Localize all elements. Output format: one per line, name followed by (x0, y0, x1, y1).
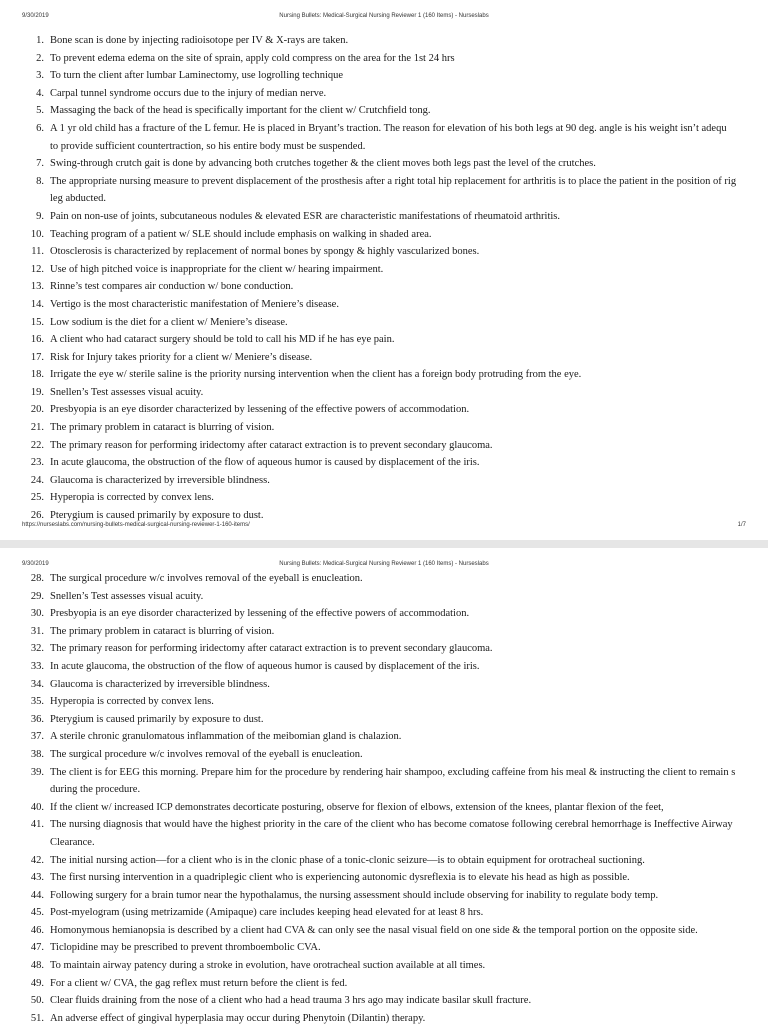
list-item (22, 939, 744, 957)
item-text: Massaging the back of the head is specifically important for the client w/ Crutchfield tong. (50, 105, 431, 117)
item-number: 36. (30, 713, 44, 725)
list-item (22, 155, 744, 173)
list-item (22, 243, 744, 261)
print-date: 9/30/2019 (22, 561, 49, 567)
item-text: In acute glaucoma, the obstruction of the flow of aqueous humor is caused by displacement of the iris. (50, 660, 480, 672)
item-number: 14. (30, 298, 44, 310)
list-item (22, 605, 744, 623)
page-header (0, 10, 768, 22)
list-item (22, 85, 744, 103)
list-item (22, 764, 744, 799)
list-item (22, 120, 744, 155)
list-item (22, 314, 744, 332)
item-text: The primary problem in cataract is blurring of vision. (50, 625, 275, 637)
item-number: 26. (30, 510, 44, 522)
list-item (22, 261, 744, 279)
item-text: Swing-through crutch gait is done by advancing both crutches together & the client moves both legs past the level of the crutches. (50, 158, 596, 170)
item-text: Pterygium is caused primarily by exposure to dust. (50, 510, 264, 522)
item-text: The client is for EEG this morning. Prepare him for the procedure by rendering hair shampoo, excluding caffeine from his meal & instructing the client to remain s (50, 766, 736, 778)
list-item (22, 570, 744, 588)
item-number: 40. (30, 801, 44, 813)
item-text: Glaucoma is characterized by irreversible blindness. (50, 678, 270, 690)
item-text: An adverse effect of gingival hyperplasia may occur during Phenytoin (Dilantin) therapy. (50, 1012, 426, 1024)
item-number: 31. (30, 625, 44, 637)
item-number: 5. (36, 105, 44, 117)
item-number: 12. (30, 263, 44, 275)
list-item (22, 278, 744, 296)
list-item (22, 173, 744, 208)
item-text: Following surgery for a brain tumor near the hypothalamus, the nursing assessment should include observing for inability to regulate body temp. (50, 889, 659, 901)
item-number: 30. (30, 608, 44, 620)
item-number: 17. (30, 351, 44, 363)
item-text: Pterygium is caused primarily by exposure to dust. (50, 713, 264, 725)
item-text: A 1 yr old child has a fracture of the L femur. He is placed in Bryant’s traction. The reason for elevation of his both legs at 90 deg. angle is his weight isn’t adequ (50, 122, 727, 134)
item-text: A client who had cataract surgery should be told to call his MD if he has eye pain. (50, 334, 395, 346)
item-text: Snellen’s Test assesses visual acuity. (50, 590, 204, 602)
page-separator (0, 540, 768, 548)
item-text-continued: Clearance. (50, 836, 95, 848)
list-item (22, 711, 744, 729)
list-item (22, 869, 744, 887)
item-number: 2. (36, 52, 44, 64)
list-item (22, 102, 744, 120)
item-text: The appropriate nursing measure to prevent displacement of the prosthesis after a right total hip replacement for arthritis is to place the patient in the position of rig (50, 175, 737, 187)
item-number: 50. (30, 995, 44, 1007)
item-text: A sterile chronic granulomatous inflammation of the meibomian gland is chalazion. (50, 731, 402, 743)
item-text: For a client w/ CVA, the gag reflex must return before the client is fed. (50, 977, 348, 989)
bullet-list (22, 32, 744, 525)
list-item (22, 50, 744, 68)
item-number: 45. (30, 907, 44, 919)
item-text-continued: during the procedure. (50, 784, 141, 796)
item-number: 51. (30, 1012, 44, 1024)
list-item (22, 331, 744, 349)
list-item (22, 366, 744, 384)
item-number: 9. (36, 210, 44, 222)
item-number: 39. (30, 766, 44, 778)
list-item (22, 992, 744, 1010)
list-item (22, 226, 744, 244)
item-number: 34. (30, 678, 44, 690)
item-text: Hyperopia is corrected by convex lens. (50, 492, 214, 504)
list-item (22, 676, 744, 694)
list-item (22, 67, 744, 85)
item-text: Hyperopia is corrected by convex lens. (50, 696, 214, 708)
list-item (22, 623, 744, 641)
item-text: Pain on non-use of joints, subcutaneous nodules & elevated ESR are characteristic manifestations of rheumatoid arthritis. (50, 210, 560, 222)
item-number: 16. (30, 334, 44, 346)
item-number: 18. (30, 369, 44, 381)
item-text: Risk for Injury takes priority for a client w/ Meniere’s disease. (50, 351, 313, 363)
page-header (0, 558, 768, 570)
item-number: 23. (30, 457, 44, 469)
item-text: The primary reason for performing iridectomy after cataract extraction is to prevent secondary glaucoma. (50, 643, 493, 655)
item-number: 10. (30, 228, 44, 240)
item-number: 46. (30, 924, 44, 936)
list-item (22, 728, 744, 746)
item-text: To maintain airway patency during a stroke in evolution, have orotracheal suction available at all times. (50, 960, 486, 972)
item-number: 37. (30, 731, 44, 743)
list-item (22, 419, 744, 437)
item-number: 11. (31, 246, 44, 258)
item-number: 8. (36, 175, 44, 187)
list-item (22, 588, 744, 606)
item-text: Post-myelogram (using metrizamide (Amipaque) care includes keeping head elevated for at least 8 hrs. (50, 907, 484, 919)
list-item (22, 32, 744, 50)
item-number: 35. (30, 696, 44, 708)
list-item (22, 437, 744, 455)
item-number: 19. (30, 386, 44, 398)
item-number: 32. (30, 643, 44, 655)
list-item (22, 296, 744, 314)
list-item (22, 887, 744, 905)
item-number: 48. (30, 960, 44, 972)
item-text-continued: to provide sufficient countertraction, so his entire body must be suspended. (50, 140, 366, 152)
item-number: 15. (30, 316, 44, 328)
list-item (22, 489, 744, 507)
list-item (22, 799, 744, 817)
item-text: In acute glaucoma, the obstruction of the flow of aqueous humor is caused by displacement of the iris. (50, 457, 480, 469)
item-number: 42. (30, 854, 44, 866)
list-item (22, 1010, 744, 1027)
item-text: Snellen’s Test assesses visual acuity. (50, 386, 204, 398)
item-text: Vertigo is the most characteristic manifestation of Meniere’s disease. (50, 298, 339, 310)
item-text: The first nursing intervention in a quadriplegic client who is experiencing autonomic dysreflexia is to elevate his head as high as possible. (50, 872, 630, 884)
item-number: 29. (30, 590, 44, 602)
document-title: Nursing Bullets: Medical-Surgical Nursing Reviewer 1 (160 Items) - Nurseslabs (279, 13, 489, 19)
pdf-page-2 (0, 548, 768, 1024)
item-text: To turn the client after lumbar Laminectomy, use logrolling technique (50, 70, 344, 82)
item-number: 22. (30, 439, 44, 451)
item-text: Low sodium is the diet for a client w/ Meniere’s disease. (50, 316, 288, 328)
list-item (22, 816, 744, 851)
list-item (22, 922, 744, 940)
item-text: Irrigate the eye w/ sterile saline is the priority nursing intervention when the client has a foreign body protruding from the eye. (50, 369, 582, 381)
item-text: The surgical procedure w/c involves removal of the eyeball is enucleation. (50, 573, 363, 584)
item-number: 44. (30, 889, 44, 901)
list-item (22, 852, 744, 870)
item-number: 4. (36, 87, 44, 99)
item-number: 33. (30, 660, 44, 672)
item-number: 24. (30, 474, 44, 486)
item-text: The primary problem in cataract is blurring of vision. (50, 422, 275, 434)
item-text-continued: leg abducted. (50, 193, 106, 205)
item-text: The initial nursing action—for a client who is in the clonic phase of a tonic-clonic seizure—is to obtain equipment for orotracheal suctioning. (50, 854, 645, 866)
item-text: Carpal tunnel syndrome occurs due to the injury of median nerve. (50, 87, 327, 99)
list-item (22, 975, 744, 993)
item-number: 21. (30, 422, 44, 434)
list-item (22, 472, 744, 490)
list-item (22, 904, 744, 922)
list-item (22, 384, 744, 402)
page-footer (0, 521, 768, 531)
item-text: To prevent edema edema on the site of sprain, apply cold compress on the area for the 1st 24 hrs (50, 52, 455, 64)
print-date: 9/30/2019 (22, 13, 49, 19)
item-text: Otosclerosis is characterized by replacement of normal bones by spongy & highly vascularized bones. (50, 246, 480, 258)
item-text: Homonymous hemianopsia is described by a client had CVA & can only see the nasal visual field on one side & the temporal portion on the opposite side. (50, 924, 698, 936)
item-text: The surgical procedure w/c involves removal of the eyeball is enucleation. (50, 748, 363, 760)
list-item (22, 693, 744, 711)
item-number: 41. (30, 819, 44, 831)
item-text: Teaching program of a patient w/ SLE should include emphasis on walking in shaded area. (50, 228, 432, 240)
item-text: Use of high pitched voice is inappropriate for the client w/ hearing impairment. (50, 263, 384, 275)
item-text: The primary reason for performing iridectomy after cataract extraction is to prevent secondary glaucoma. (50, 439, 493, 451)
item-text: Presbyopia is an eye disorder characterized by lessening of the effective powers of accommodation. (50, 404, 470, 416)
bullet-list (22, 570, 744, 1027)
item-text: Bone scan is done by injecting radioisotope per IV & X-rays are taken. (50, 35, 349, 46)
item-text: Rinne’s test compares air conduction w/ bone conduction. (50, 281, 294, 293)
list-item (22, 454, 744, 472)
item-number: 49. (30, 977, 44, 989)
list-item (22, 208, 744, 226)
item-number: 47. (30, 942, 44, 954)
item-text: The nursing diagnosis that would have the highest priority in the care of the client who has become comatose following cerebral hemorrhage is Ineffective Airway (50, 819, 733, 831)
item-text: Presbyopia is an eye disorder characterized by lessening of the effective powers of accommodation. (50, 608, 470, 620)
list-item (22, 957, 744, 975)
item-text: Glaucoma is characterized by irreversible blindness. (50, 474, 270, 486)
list-item (22, 640, 744, 658)
item-number: 28. (30, 573, 44, 584)
list-item (22, 658, 744, 676)
item-number: 1. (36, 35, 44, 46)
page-number: 1/7 (737, 522, 746, 528)
item-number: 25. (30, 492, 44, 504)
list-item (22, 401, 744, 419)
item-text: If the client w/ increased ICP demonstrates decorticate posturing, observe for flexion of elbows, extension of the knees, plantar flexion of the feet, (50, 801, 664, 813)
item-number: 6. (36, 122, 44, 134)
item-number: 38. (30, 748, 44, 760)
footer-url[interactable]: https://nurseslabs.com/nursing-bullets-medical-surgical-nursing-reviewer-1-160-items/ (22, 522, 250, 528)
document-title: Nursing Bullets: Medical-Surgical Nursing Reviewer 1 (160 Items) - Nurseslabs (279, 561, 489, 567)
item-number: 20. (30, 404, 44, 416)
item-number: 3. (36, 70, 44, 82)
list-item (22, 349, 744, 367)
item-number: 13. (30, 281, 44, 293)
item-number: 43. (30, 872, 44, 884)
list-item (22, 746, 744, 764)
item-number: 7. (36, 158, 44, 170)
item-text: Clear fluids draining from the nose of a client who had a head trauma 3 hrs ago may indicate basilar skull fracture. (50, 995, 532, 1007)
item-text: Ticlopidine may be prescribed to prevent thromboembolic CVA. (50, 942, 321, 954)
